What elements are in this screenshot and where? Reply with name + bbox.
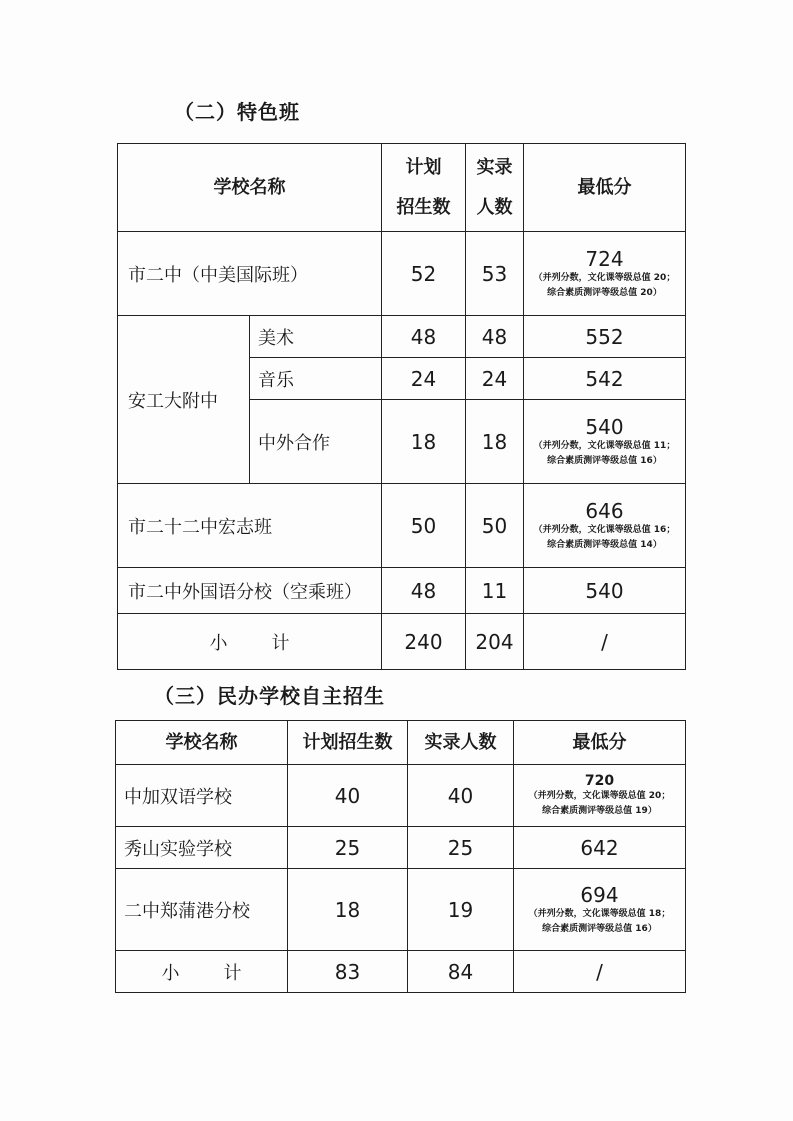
- score-note-line2: 综合素质测评等级总值 19）: [542, 805, 657, 816]
- table-header-row: [116, 721, 686, 765]
- table-row: [118, 316, 686, 358]
- header-plan-line1: 计划: [405, 156, 442, 178]
- subtotal-label: [116, 951, 288, 993]
- table-row: [116, 869, 686, 951]
- subtotal-plan: 83: [288, 951, 408, 993]
- plan-count: 48: [382, 568, 466, 614]
- school-name: 市二十二中宏志班: [118, 484, 382, 568]
- subtotal-row: [118, 614, 686, 670]
- score-value: 720: [584, 772, 615, 789]
- plan-count: 24: [382, 358, 466, 400]
- score-note-line1: （并列分数，文化课等级总值 16；: [533, 524, 676, 535]
- subtotal-label: [118, 614, 382, 670]
- actual-count: 50: [466, 484, 524, 568]
- sub-program: 音乐: [250, 358, 382, 400]
- min-score: 542: [524, 358, 686, 400]
- score-value: 540: [585, 414, 624, 439]
- actual-count: 18: [466, 400, 524, 484]
- table-header-row: [118, 144, 686, 232]
- header-min-score: 最低分: [524, 144, 686, 232]
- score-value: 694: [580, 882, 619, 907]
- actual-count: 19: [408, 869, 514, 951]
- plan-count: 18: [288, 869, 408, 951]
- header-plan: [382, 144, 466, 232]
- subtotal-actual: 84: [408, 951, 514, 993]
- subtotal-plan: 240: [382, 614, 466, 670]
- min-score: [514, 765, 686, 827]
- header-plan-line2: 招生数: [396, 196, 451, 218]
- school-name: 秀山实验学校: [116, 827, 288, 869]
- plan-count: 40: [288, 765, 408, 827]
- sub-program: 中外合作: [250, 400, 382, 484]
- plan-count: 50: [382, 484, 466, 568]
- header-actual: 实录人数: [408, 721, 514, 765]
- min-score: [524, 400, 686, 484]
- table-row: [118, 484, 686, 568]
- subtotal-label-text: 小计: [161, 962, 286, 984]
- subtotal-score: /: [514, 951, 686, 993]
- actual-count: 40: [408, 765, 514, 827]
- header-actual-line1: 实录: [476, 156, 513, 178]
- min-score: 552: [524, 316, 686, 358]
- section-title-special-class: （二）特色班: [174, 100, 300, 124]
- school-name: 中加双语学校: [116, 765, 288, 827]
- header-school: 学校名称: [118, 144, 382, 232]
- score-note-line1: （并列分数，文化课等级总值 11；: [533, 440, 676, 451]
- subtotal-score: /: [524, 614, 686, 670]
- score-note-line2: 综合素质测评等级总值 20）: [547, 287, 662, 298]
- special-class-table: [117, 143, 686, 670]
- table-row: [116, 827, 686, 869]
- header-min-score: 最低分: [514, 721, 686, 765]
- section-title-private-schools: （三）民办学校自主招生: [154, 684, 385, 708]
- subtotal-label-text: 小计: [209, 632, 334, 654]
- score-note-line2: 综合素质测评等级总值 16）: [547, 455, 662, 466]
- table-row: [118, 232, 686, 316]
- score-value: 646: [585, 498, 624, 523]
- actual-count: 25: [408, 827, 514, 869]
- min-score: 540: [524, 568, 686, 614]
- min-score: [514, 869, 686, 951]
- school-name: 市二中外国语分校（空乘班）: [118, 568, 382, 614]
- table-row: [118, 568, 686, 614]
- score-note-line2: 综合素质测评等级总值 16）: [542, 923, 657, 934]
- subtotal-row: [116, 951, 686, 993]
- school-name: 安工大附中: [118, 316, 250, 484]
- score-note-line1: （并列分数，文化课等级总值 18；: [528, 908, 671, 919]
- school-name: 市二中（中美国际班）: [118, 232, 382, 316]
- score-note-line1: （并列分数，文化课等级总值 20；: [533, 272, 676, 283]
- subtotal-actual: 204: [466, 614, 524, 670]
- plan-count: 18: [382, 400, 466, 484]
- private-schools-table: [115, 720, 686, 993]
- header-plan: 计划招生数: [288, 721, 408, 765]
- score-note-line2: 综合素质测评等级总值 14）: [547, 539, 662, 550]
- score-note-line1: （并列分数，文化课等级总值 20；: [528, 790, 671, 801]
- actual-count: 24: [466, 358, 524, 400]
- actual-count: 11: [466, 568, 524, 614]
- sub-program: 美术: [250, 316, 382, 358]
- actual-count: 48: [466, 316, 524, 358]
- min-score: 642: [514, 827, 686, 869]
- plan-count: 52: [382, 232, 466, 316]
- actual-count: 53: [466, 232, 524, 316]
- min-score: [524, 232, 686, 316]
- plan-count: 48: [382, 316, 466, 358]
- school-name: 二中郑蒲港分校: [116, 869, 288, 951]
- plan-count: 25: [288, 827, 408, 869]
- header-actual-line2: 人数: [476, 196, 513, 218]
- table-row: [116, 765, 686, 827]
- header-actual: [466, 144, 524, 232]
- header-school: 学校名称: [116, 721, 288, 765]
- score-value: 724: [585, 246, 624, 271]
- min-score: [524, 484, 686, 568]
